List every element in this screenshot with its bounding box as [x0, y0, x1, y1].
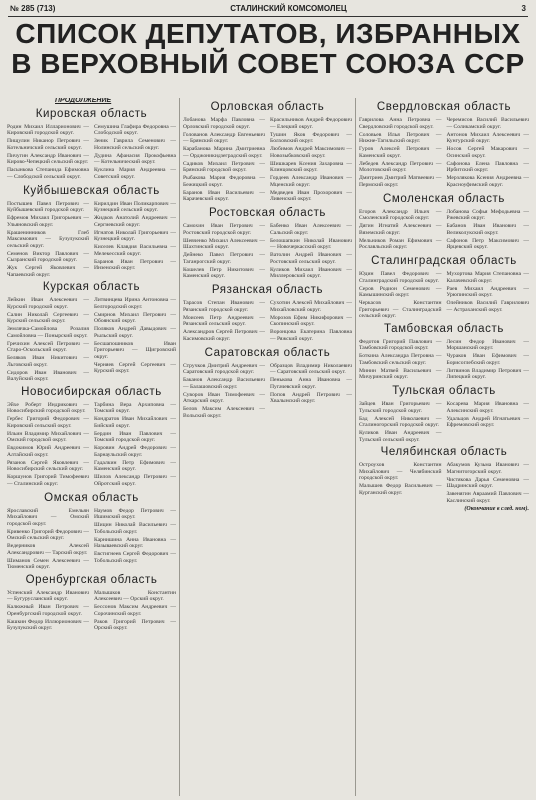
- deputy-entry: Бердин Иван Павлович — Томский городской округ.: [94, 430, 176, 443]
- deputy-entry: Удальцов Андрей Игнатьевич — Ефремовский округ.: [446, 415, 529, 428]
- deputy-entry: Кирилдин Иван Поликарпович — Кузнецкий сельский округ.: [94, 200, 176, 213]
- deputy-entry: Крашенинников Глеб Максимович — Бузулукский сельский округ.: [7, 229, 89, 249]
- deputy-entry: Черемисов Василий Васильевич — Соликамский округ.: [446, 117, 529, 130]
- deputy-entry: Дягин Игнатий Алексеевич — Вяземский округ.: [359, 223, 442, 236]
- deputy-entry: Беляков Иван Никитович — Льговский округ.: [7, 355, 89, 368]
- deputy-list: [183, 363, 352, 420]
- deputy-entry: Александров Сергей Петрович — Касимовский округ.: [183, 329, 265, 342]
- deputy-entry: Калюжный Иван Петрович — Оренбургский городской округ.: [7, 604, 89, 617]
- deputy-entry: Шишкарев Ксения Захаровна — Клинцовский округ.: [270, 160, 352, 173]
- deputy-entry: Раев Михаил Андреевич — Урюпинский округ.: [446, 285, 529, 298]
- deputy-list: [7, 508, 176, 571]
- deputy-entry: Лобанова Софья Мефодьевна — Ржевский округ.: [446, 208, 529, 221]
- deputy-entry: Смирнов Михаил Петрович — Обоянский округ.: [94, 311, 176, 324]
- deputy-entry: Сидоров Иван Иванович — Валуйский округ.: [7, 369, 89, 382]
- deputy-entry: Поляков Андрей Давыдович — Рыльский округ.: [94, 326, 176, 339]
- deputy-entry: Морозов Ефим Никифорович — Скопинский округ.: [270, 314, 352, 327]
- deputy-entry: Белов Максим Алексеевич — Вольский округ.: [183, 406, 265, 419]
- deputy-entry: Раков Григорий Петрович — Орский округ.: [94, 618, 176, 631]
- region-heading: Ростовская область: [208, 207, 327, 219]
- deputy-entry: Зайцев Иван Григорьевич — Тульский городской округ.: [359, 401, 442, 414]
- deputy-list: [7, 124, 176, 182]
- deputy-list: [359, 271, 529, 320]
- region-heading: Свердловская область: [376, 101, 512, 113]
- deputy-entry: Родин Михаил Илларионович — Кировский городской округ.: [7, 123, 89, 136]
- deputy-entry: Баранов Иван Петрович — Инзенский округ.: [94, 258, 176, 271]
- headline: [4, 19, 532, 79]
- deputy-list: [359, 401, 529, 443]
- deputy-entry: Гадалкин Петр Ефимович — Каменский округ.: [94, 459, 176, 472]
- deputy-entry: Жук Сергей Яковлевич — Чапаевский округ.: [7, 265, 89, 278]
- deputy-entry: Шилов Александр Петрович — Ойротский округ.: [94, 474, 176, 487]
- deputy-entry: Пищулин Никанор Петрович — Котельничский сельский округ.: [7, 138, 89, 151]
- deputy-entry: Куклина Мария Андреевна — Советский округ.: [94, 167, 176, 180]
- region-heading: Омская область: [44, 491, 139, 504]
- deputy-entry: Киселев Клавдия Васильевна — Мелекесский округ.: [94, 244, 176, 257]
- column-3: [356, 98, 532, 796]
- deputy-entry: Тарбина Вера Архиповна — Томский округ.: [94, 401, 176, 414]
- region-heading: Рязанская область: [211, 284, 324, 296]
- region-heading: Тамбовская область: [384, 322, 504, 335]
- deputy-entry: Бад Алексей Николаевич — Сталиногорский городской округ.: [359, 415, 442, 428]
- deputy-list: [359, 209, 529, 253]
- deputy-entry: Ведерников Алексей Александрович — Тарский округ.: [7, 543, 89, 556]
- region-heading: Челябинская область: [380, 446, 508, 458]
- deputy-entry: Лебедев Александр Петрович — Молотовский округ.: [359, 160, 442, 173]
- deputy-entry: Шиманов Семен Алексеевич — Тюменский округ.: [7, 557, 89, 570]
- columns: [4, 98, 532, 796]
- deputy-entry: Самохин Иван Петрович — Ростовский городской округ.: [183, 223, 265, 236]
- column-2: [180, 98, 356, 796]
- deputy-entry: Лесин Федор Иванович — Моршанский округ.: [446, 338, 529, 351]
- deputy-entry: Воронцова Екатерина Павловна — Ряжский округ.: [270, 329, 352, 342]
- deputy-entry: Образцов Владимир Николаевич — Саратовский сельский округ.: [270, 362, 352, 375]
- deputy-entry: Коровин Андрей Федорович — Барнаульский округ.: [94, 445, 176, 458]
- deputy-entry: Постышев Павел Петрович — Куйбышевский городской округ.: [7, 200, 89, 213]
- deputy-entry: Дмитриев Дмитрий Матвеевич — Пермский округ.: [359, 175, 442, 188]
- deputy-entry: Голованов Александр Евгеньевич — Брянский округ.: [183, 131, 265, 144]
- deputy-entry: Моисеев Петр Андреевич — Рязанский сельский округ.: [183, 314, 265, 327]
- deputy-entry: Жидков Анатолий Андреевич — Сергиевский округ.: [94, 215, 176, 228]
- deputy-entry: Литвинцева Ирина Антоновна — Белгородский округ.: [94, 297, 176, 310]
- deputy-entry: Кошелев Петр Никитович — Каменский округ.: [183, 266, 265, 279]
- region-heading: Кировская область: [35, 107, 148, 120]
- deputy-entry: Коршунов Григорий Тимофеевич — Сталинский округ.: [7, 474, 89, 487]
- deputy-entry: Боткина Александра Петровна — Тамбовский сельский округ.: [359, 353, 442, 366]
- region-heading: Саратовская область: [204, 346, 331, 359]
- deputy-entry: Ильин Владимир Михайлович — Омский городской округ.: [7, 430, 89, 443]
- deputy-entry: Салин Николай Сергеевич — Курский сельский округ.: [7, 311, 89, 324]
- deputy-entry: Пенькова Анна Ивановна — Пугачевский округ.: [270, 377, 352, 390]
- deputy-entry: Соловьев Илья Петрович — Нижне-Тагильский округ.: [359, 131, 442, 144]
- deputy-entry: Кондратов Иван Михайлович — Бийский округ.: [94, 416, 176, 429]
- masthead-rule: [8, 16, 528, 17]
- deputy-entry: Баранов Иван Васильевич — Карачевский округ.: [183, 189, 265, 202]
- column-1: [4, 98, 180, 796]
- deputy-list: [359, 462, 529, 504]
- deputy-entry: Шевченко Михаил Алексеевич — Шахтинский округ.: [183, 237, 265, 250]
- deputy-entry: Белошапкин Николай Иванович — Новочеркасский округ.: [270, 237, 352, 250]
- deputy-entry: Гордеев Александр Иванович — Мценский округ.: [270, 175, 352, 188]
- deputy-entry: Ефремов Михаил Григорьевич — Ульяновский округ.: [7, 215, 89, 228]
- region-heading: Сталинградская область: [371, 255, 517, 267]
- deputy-list: [7, 402, 176, 489]
- deputy-entry: Завенягин Авраамий Павлович — Каслинский округ.: [446, 491, 529, 504]
- deputy-entry: Ватолин Андрей Иванович — Ростовский сельский округ.: [270, 252, 352, 265]
- headline-line-1: СПИСОК ДЕПУТАТОВ, ИЗБРАННЫХ: [15, 18, 521, 49]
- deputy-entry: Антонов Михаил Алексеевич — Кунгурский округ.: [446, 131, 529, 144]
- deputy-entry: Куликов Иван Андреевич — Тульский сельский округ.: [359, 430, 442, 443]
- deputy-entry: Дудина Афанасия Прокофьевна — Котельнический округ.: [94, 152, 176, 165]
- closing-note: (Окончание в след. ном).: [464, 506, 529, 512]
- deputy-entry: Куликов Михаил Иванович — Миллеровский округ.: [270, 266, 352, 279]
- deputy-entry: Тушин Яков Федорович — Болховский округ.: [270, 131, 352, 144]
- deputy-entry: Стручков Дмитрий Андреевич — Саратовский городской округ.: [183, 362, 265, 375]
- deputy-entry: Сафонова Елена Павловна — Ирбитский округ.: [446, 160, 529, 173]
- deputy-entry: Лобанова Марфа Павловна — Орловский городской округ.: [183, 117, 265, 130]
- deputy-entry: Абакумов Кузьма Иванович — Магнитогорский округ.: [446, 462, 529, 475]
- page-number: 3: [521, 4, 526, 13]
- deputy-entry: Гуров Алексей Петрович — Каменский округ.: [359, 146, 442, 159]
- deputy-entry: Мельников Роман Ефимович — Рославльский округ.: [359, 237, 442, 250]
- region-heading: Орловская область: [210, 101, 325, 113]
- deputy-entry: Кашкин Федор Иллюрионович — Бузулукский округ.: [7, 618, 89, 631]
- deputy-entry: Дейнеко Павел Петрович — Таганрогский округ.: [183, 252, 265, 265]
- deputy-entry: Юдин Павел Федорович — Сталинградский городской округ.: [359, 271, 442, 284]
- newspaper-name: СТАЛИНСКИЙ КОМСОМОЛЕЦ: [230, 4, 347, 13]
- deputy-entry: Рыбакова Мария Федоровна — Бежицкий округ.: [183, 175, 265, 188]
- deputy-entry: Рязанов Сергей Яковлевич — Новосибирский сельский округ.: [7, 459, 89, 472]
- deputy-entry: Гаврилова Анна Петровна — Свердловский городской округ.: [359, 117, 442, 130]
- deputy-entry: Минин Матвей Васильевич — Мичуринский округ.: [359, 367, 442, 380]
- deputy-entry: Карабанова Марина Дмитриевна — Орджоникидзеградский округ.: [183, 146, 265, 159]
- deputy-entry: Черняев Сергей Сергеевич — Курский округ.: [94, 361, 176, 374]
- deputy-entry: Косарева Мария Ивановна — Алексинский округ.: [446, 401, 529, 414]
- deputy-entry: Малышков Константин Алексеевич — Орский округ.: [94, 589, 176, 602]
- newspaper-page: [4, 4, 532, 796]
- deputy-entry: Семенов Виктор Павлович — Сызранский городской округ.: [7, 250, 89, 263]
- deputy-entry: Остроухов Константин Михайлович — Челябинский городской округ.: [359, 462, 442, 481]
- deputy-entry: Шицин Николай Васильевич — Тобольский округ.: [94, 522, 176, 535]
- deputy-entry: Медведев Иван Прохорович — Ливенский округ.: [270, 189, 352, 202]
- deputy-entry: Пасынкова Степанида Ефимовна — Слободской сельский округ.: [7, 167, 89, 180]
- deputy-list: [359, 339, 529, 383]
- issue-number: № 285 (713): [10, 4, 56, 13]
- deputy-entry: Пичугин Александр Иванович — Кирово-Чепецкий сельский округ.: [7, 152, 89, 165]
- deputy-entry: Гербес Григорий Федорович — Кировский сельский округ.: [7, 416, 89, 429]
- deputy-entry: Серов Родион Семенович — Камышинский округ.: [359, 285, 442, 298]
- continuation-label: ПРОДОЛЖЕНИЕ: [55, 98, 112, 104]
- deputy-entry: Евстигнеев Сергей Федорович — Тобольский округ.: [94, 551, 176, 564]
- deputy-entry: Садиков Михаил Петрович — Брянский городской округ.: [183, 160, 265, 173]
- deputy-entry: Черкасов Константин Григорьевич — Сталинградский сельский округ.: [359, 300, 442, 319]
- deputy-entry: Сафонов Петр Максимович — Ярцевский округ.: [446, 237, 529, 250]
- deputy-entry: Семушина Глафира Федоровна — Слободской округ.: [94, 123, 176, 136]
- deputy-entry: Литвинов Владимир Петрович — Липецкий округ.: [446, 367, 529, 380]
- deputy-entry: Федотов Григорий Павлович — Тамбовский городской округ.: [359, 338, 442, 351]
- headline-line-2: В ВЕРХОВНЫЙ СОВЕТ СОЮЗА ССР: [11, 48, 525, 79]
- deputy-entry: Красильников Андрей Федорович — Елецкий округ.: [270, 117, 352, 130]
- region-heading: Оренбургская область: [25, 573, 158, 586]
- deputy-entry: Успенский Александр Иванович — Бугурусланский округ.: [7, 589, 89, 602]
- deputy-entry: Эйхе Роберт Индрикович — Новосибирский городской округ.: [7, 401, 89, 414]
- deputy-entry: Карнишина Анна Ивановна — Называевский округ.: [94, 536, 176, 549]
- deputy-entry: Тарасов Степан Иванович — Рязанский городской округ.: [183, 300, 265, 313]
- deputy-entry: Баканов Александр Васильевич — Балашовский округ.: [183, 377, 265, 390]
- deputy-entry: Попов Андрей Петрович — Хвалынский округ.: [270, 391, 352, 404]
- deputy-list: [7, 590, 176, 634]
- deputy-entry: Мерзлякова Ксения Андреевна — Красноуфимский округ.: [446, 175, 529, 188]
- deputy-list: [183, 300, 352, 344]
- deputy-entry: Бесшапошников Иван Григорьевич — Щигровский округ.: [94, 340, 176, 360]
- deputy-entry: Бессонов Максим Андреевич — Сорочинский округ.: [94, 604, 176, 617]
- deputy-entry: Кривенко Григорий Федорович — Омский сельский округ.: [7, 528, 89, 541]
- deputy-entry: Наумов Федор Петрович — Ишимский округ.: [94, 507, 176, 520]
- deputy-entry: Бабанов Иван Иванович — Великолукский округ.: [446, 223, 529, 236]
- region-heading: Новосибирская область: [21, 385, 162, 398]
- region-heading: Тульская область: [392, 385, 496, 397]
- deputy-entry: Зеник Гаврила Семенович — Нолинский сельский округ.: [94, 138, 176, 151]
- deputy-entry: Лейкин Иван Алексеевич — Курский городской округ.: [7, 297, 89, 310]
- deputy-entry: Ярославский Емельян Михайлович — Омский городской округ.: [7, 507, 89, 527]
- deputy-entry: Бабенко Иван Алексеевич — Сальский округ.: [270, 223, 352, 236]
- deputy-entry: Чистякова Дарья Семеновна — Шадринский округ.: [446, 476, 529, 489]
- deputy-entry: Чураков Иван Ефимович — Борисоглебский округ.: [446, 353, 529, 366]
- deputy-list: [7, 297, 176, 383]
- region-heading: Куйбышевская область: [23, 184, 160, 197]
- deputy-list: [7, 201, 176, 279]
- deputy-list: [359, 117, 529, 190]
- deputy-entry: Любимов Андрей Максимович — Новозыбковский округ.: [270, 146, 352, 159]
- deputy-entry: Мухортова Мария Степановна — Калачевский округ.: [446, 271, 529, 284]
- deputy-entry: Сухотин Алексей Михайлович — Михайловский округ.: [270, 300, 352, 313]
- deputy-entry: Землячка-Самойлова Розалия Самойловна — Понырский округ.: [7, 326, 89, 339]
- region-heading: Смоленская область: [382, 192, 506, 205]
- deputy-entry: Егоров Александр Ильич — Смоленский городской округ.: [359, 208, 442, 221]
- deputy-entry: Носов Сергей Макарович — Осинский округ.: [446, 146, 529, 159]
- deputy-entry: Игнатов Николай Григорьевич — Кузнецкий округ.: [94, 229, 176, 242]
- deputy-entry: Суворов Иван Тимофеевич — Аткарский округ.: [183, 391, 265, 404]
- deputy-list: [183, 117, 352, 204]
- deputy-list: [183, 223, 352, 281]
- region-heading: Курская область: [42, 281, 141, 293]
- deputy-entry: Гречихин Алексей Петрович — Старо-Оскольский округ.: [7, 340, 89, 353]
- deputy-entry: Малышев Федор Васильевич — Курганский округ.: [359, 483, 442, 496]
- masthead: [4, 4, 532, 15]
- deputy-entry: Олейников Василий Гаврилович — Астраханский округ.: [446, 300, 529, 313]
- deputy-entry: Евдокимов Юрий Андреевич — Алтайский округ.: [7, 445, 89, 458]
